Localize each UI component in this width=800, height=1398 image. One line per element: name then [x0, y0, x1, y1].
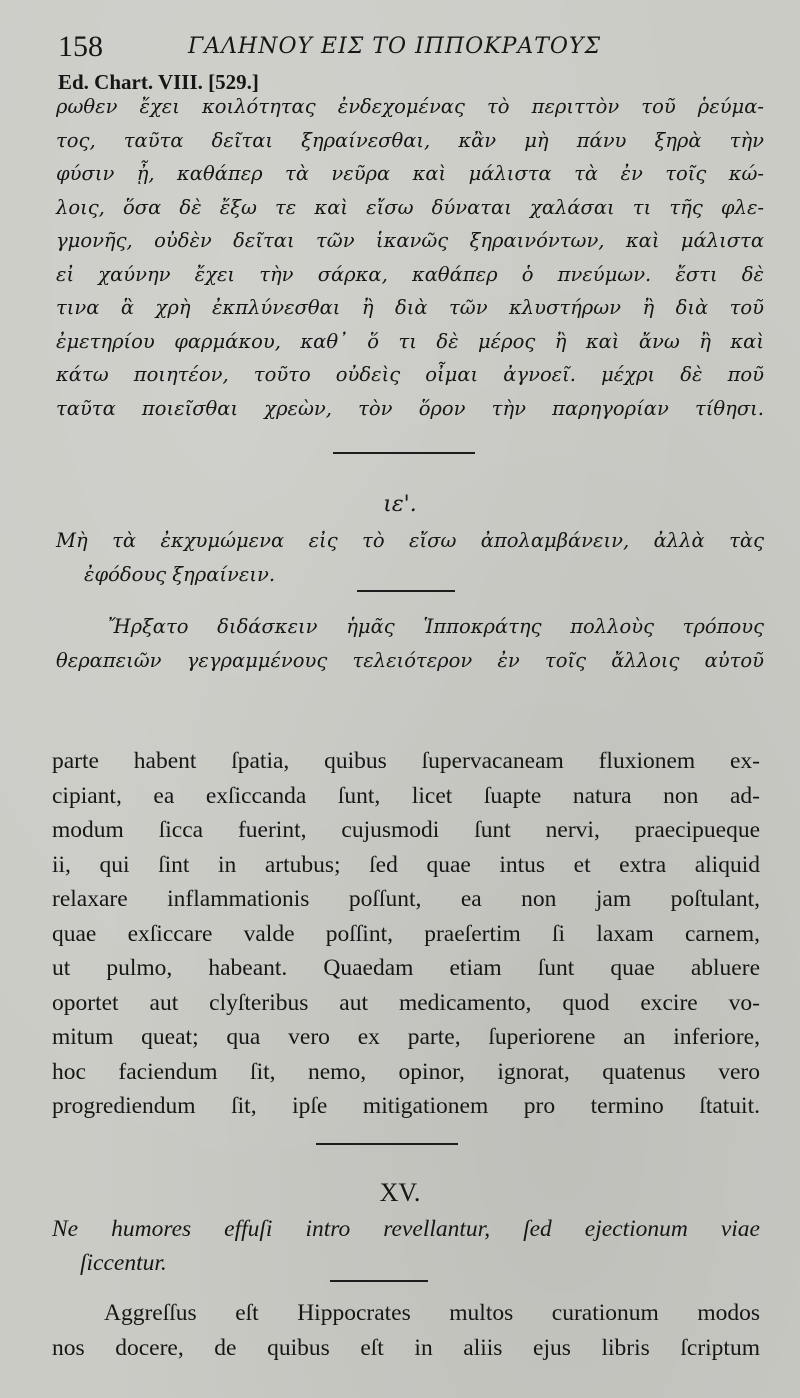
latin-line: ut pulmo, habeant. Quaedam etiam ſunt quae abluere	[52, 955, 760, 981]
latin-line: progrediendum ſit, ipſe mitigationem pro termino ſtatuit.	[52, 1093, 760, 1119]
greek-line: ἐμετηρίου φαρμάκου, καθ᾽ ὅ τι δὲ μέρος ἢ καὶ ἄνω ἢ καὶ	[56, 329, 764, 353]
latin-section-commentary	[52, 1296, 760, 1365]
greek-line: ταῦτα ποιεῖσθαι χρεὼν, τὸν ὅρον τὴν παρηγορίαν τίθησι.	[56, 396, 764, 420]
greek-aphorism-line: ἐφόδους ξηραίνειν.	[84, 562, 276, 586]
latin-line: ii, qui ſint in artubus; ſed quae intus et extra aliquid	[52, 851, 760, 878]
greek-line: τος, ταῦτα δεῖται ξηραίνεσθαι, κἂν μὴ πάνυ ξηρὰ τὴν	[56, 128, 764, 152]
greek-line: κάτω ποιητέον, τοῦτο οὐδεὶς οἶμαι ἀγνοεῖ. μέχρι δὲ ποῦ	[56, 363, 764, 386]
greek-line: ρωθεν ἔχει κοιλότητας ἐνδεχομένας τὸ περιττὸν τοῦ ῥεύμα-	[56, 95, 764, 118]
greek-aphorism-line: Μὴ τὰ ἐκχυμώμενα εἰς τὸ εἴσω ἀπολαμβάνειν, ἀλλὰ τὰς	[56, 529, 764, 552]
greek-section-commentary	[56, 610, 764, 677]
latin-aphorism-line: Ne humores effuſi intro revellantur, ſed ejectionum viae	[52, 1216, 760, 1242]
latin-aphorism	[52, 1212, 760, 1280]
greek-commentary	[56, 90, 764, 425]
latin-line: hoc faciendum ſit, nemo, opinor, ignorat, quatenus vero	[52, 1058, 760, 1085]
latin-commentary-line: nos docere, de quibus eſt in aliis ejus libris ſcriptum	[52, 1334, 760, 1361]
aphorism-divider	[357, 590, 455, 592]
latin-aphorism-line: ſiccentur.	[80, 1250, 167, 1276]
greek-commentary-line: θεραπειῶν γεγραμμένους τελειότερον ἐν τοῖς ἄλλοις αὐτοῦ	[56, 648, 764, 672]
aphorism-divider	[330, 1280, 428, 1282]
greek-section-number: ιε'.	[383, 492, 417, 517]
greek-line: τινα ἃ χρὴ ἐκπλύνεσθαι ἢ διὰ τῶν κλυστήρων ἢ διὰ τοῦ	[56, 296, 764, 319]
greek-aphorism	[56, 524, 764, 591]
latin-line: quae exſiccare valde poſſint, praeſertim ſi laxam carnem,	[52, 920, 760, 947]
latin-line: relaxare inflammationis poſſunt, ea non jam poſtulant,	[52, 886, 760, 912]
page-number: 158	[58, 30, 103, 63]
latin-line: modum ſicca fuerint, cujusmodi ſunt nervi, praecipueque	[52, 817, 760, 843]
edition-reference: Ed. Chart. VIII. [529.]	[58, 70, 259, 94]
latin-line: cipiant, ea exſiccanda ſunt, licet ſuapte natura non ad-	[52, 782, 760, 809]
greek-line: γμονῆς, οὐδὲν δεῖται τῶν ἱκανῶς ξηραινόντων, καὶ μάλιστα	[56, 229, 764, 252]
latin-line: oportet aut clyſteribus aut medicamento, quod excire vo-	[52, 989, 760, 1016]
latin-commentary	[52, 744, 760, 1124]
greek-line: εἰ χαύνην ἔχει τὴν σάρκα, καθάπερ ὁ πνεύμων. ἔστι δὲ	[56, 262, 764, 286]
latin-line: mitum queat; qua vero ex parte, ſuperiorene an inferiore,	[52, 1024, 760, 1050]
latin-commentary-line: Aggreſſus eſt Hippocrates multos curationum modos	[104, 1300, 760, 1326]
latin-line: parte habent ſpatia, quibus ſupervacaneam fluxionem ex-	[52, 748, 760, 774]
section-divider	[316, 1143, 458, 1145]
latin-section-number: XV.	[379, 1178, 421, 1207]
section-divider	[333, 452, 475, 454]
page-header	[58, 28, 758, 68]
greek-line: λοις, ὅσα δὲ ἔξω τε καὶ εἴσω δύναται χαλάσαι τι τῆς φλε-	[56, 195, 764, 219]
greek-line: φύσιν ᾖ, καθάπερ τὰ νεῦρα καὶ μάλιστα τὰ ἐν τοῖς κώ-	[56, 162, 764, 185]
running-head: ΓΑΛΗΝΟΥ ΕΙΣ ΤΟ ΙΠΠΟΚΡΑΤΟΥΣ	[188, 34, 602, 59]
greek-commentary-line: Ἤρξατο διδάσκειν ἡμᾶς Ἱπποκράτης πολλοὺς τρόπους	[108, 615, 764, 638]
